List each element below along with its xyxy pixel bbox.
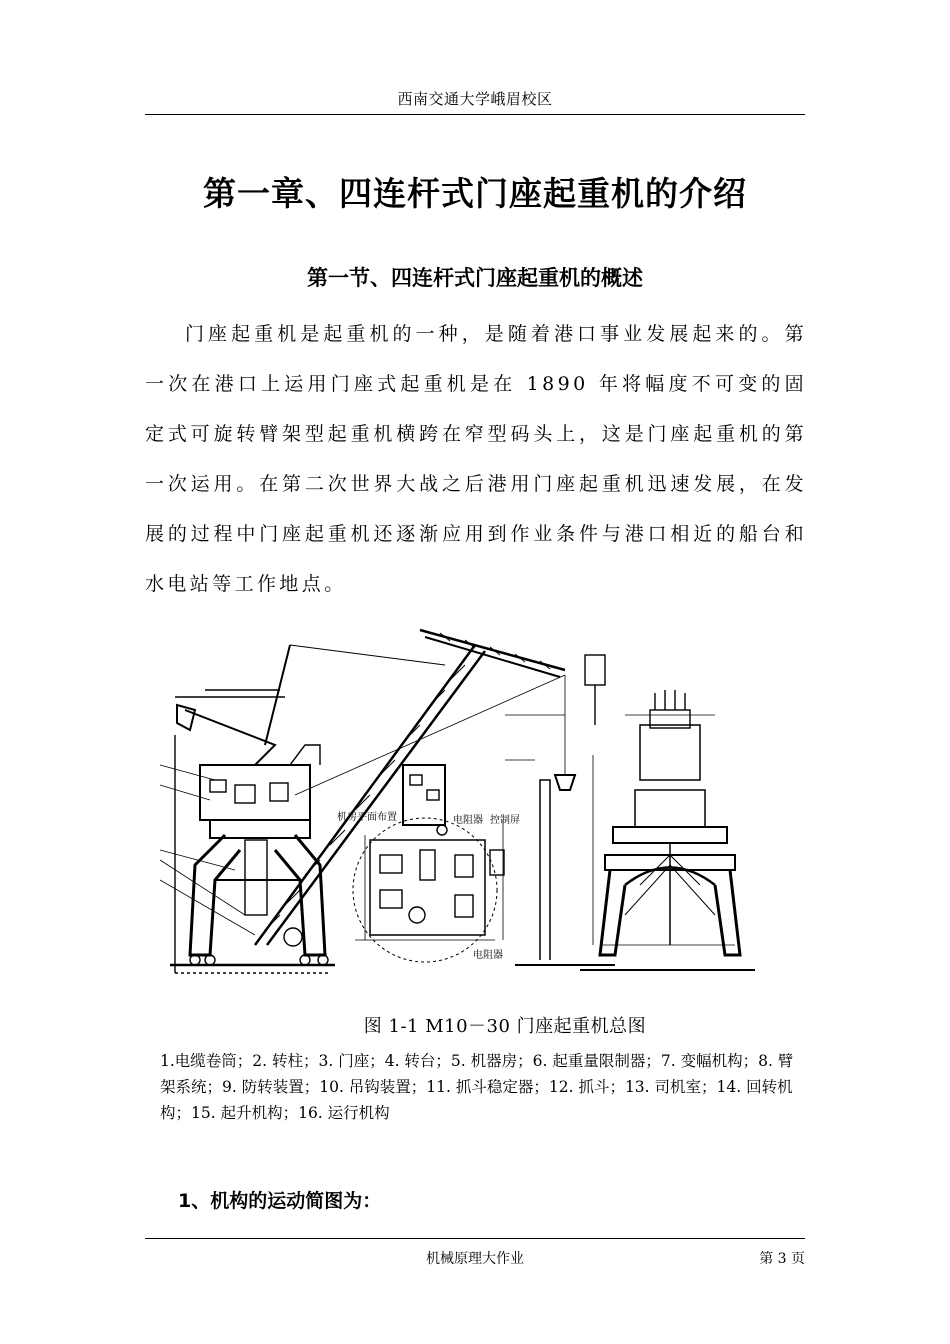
figure-legend: 1.电缆卷筒；2. 转柱；3. 门座；4. 转台；5. 机器房；6. 起重量限制器；7. 变幅机构；8. 臂架系统；9. 防转装置；10. 吊钩装置；11. 抓斗稳定器；12. 抓斗；13. 司机室；14. 回转机构；15. 起升机构；16. 运行机构 [160, 1052, 794, 1122]
footer-rule [145, 1238, 805, 1239]
footer-course: 机械原理大作业 [426, 1251, 524, 1267]
plan-label: 机房平面布置 [337, 812, 397, 823]
resistor-top-label: 电阻器 [453, 815, 483, 826]
figure-caption: 图 1-1 M10－30 门座起重机总图 [363, 1016, 647, 1037]
resistor-bottom-label: 电阻器 [473, 950, 503, 961]
machine-room-plan [353, 765, 504, 962]
chapter-title: 第一章、四连杆式门座起重机的介绍 [203, 174, 747, 213]
end-elevation-view [580, 690, 755, 970]
intro-paragraph: 门座起重机是起重机的一种，是随着港口事业发展起来的。第一次在港口上运用门座式起重机是在 1890 年将幅度不可变的固定式可旋转臂架型起重机横跨在窄型码头上，这是门座起重机的第一次运用。在第二次世界大战之后港用门座起重机迅速发展，在发展的过程中门座起重机还逐渐应用到作业条件与港口相近的船台和水电站等工作地点。 [145, 323, 807, 595]
section-title: 第一节、四连杆式门座起重机的概述 [307, 266, 643, 290]
page-header: 西南交通大学峨眉校区 [397, 90, 553, 108]
header-rule [145, 114, 805, 115]
footer-page-number: 第 3 页 [759, 1251, 805, 1267]
subsection-heading: 1、机构的运动简图为： [178, 1190, 382, 1212]
control-panel-label: 控制屏 [490, 815, 520, 826]
crane-drawing [155, 615, 805, 985]
